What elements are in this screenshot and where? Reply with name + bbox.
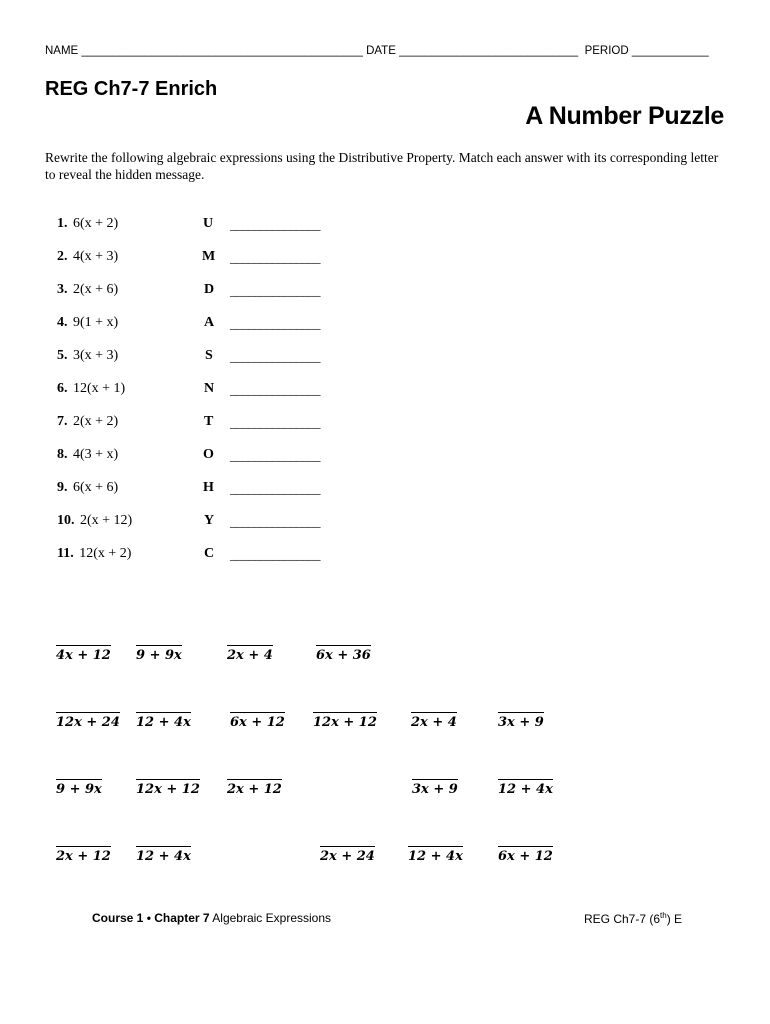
problem-number: 6. bbox=[57, 381, 68, 396]
worksheet-subtitle: REG Ch7-7 Enrich bbox=[45, 78, 218, 100]
footer-chapter-title: Algebraic Expressions bbox=[212, 911, 332, 925]
problem-letter: Y bbox=[204, 513, 215, 528]
problem-letter: C bbox=[204, 546, 215, 561]
puzzle-answer[interactable]: 12x + 24 bbox=[56, 712, 120, 730]
problem-letter: O bbox=[203, 447, 214, 462]
problem-7 bbox=[57, 414, 118, 434]
puzzle-answer[interactable]: 12 + 4x bbox=[408, 846, 463, 864]
problem-number: 8. bbox=[57, 447, 68, 462]
problem-number: 1. bbox=[57, 216, 68, 231]
puzzle-answer[interactable]: 12x + 12 bbox=[313, 712, 377, 730]
puzzle-answer[interactable]: 4x + 12 bbox=[56, 645, 111, 663]
period-label: PERIOD bbox=[584, 45, 629, 57]
footer-course-info bbox=[92, 911, 331, 925]
footer-chapter: Chapter 7 bbox=[154, 911, 210, 925]
problem-2 bbox=[57, 249, 118, 269]
puzzle-answer[interactable]: 6x + 12 bbox=[498, 846, 553, 864]
puzzle-answer[interactable]: 9 + 9x bbox=[136, 645, 182, 663]
problem-3 bbox=[57, 282, 118, 302]
problem-expression: 2(x + 12) bbox=[80, 513, 133, 528]
problem-10 bbox=[57, 513, 132, 533]
problem-number: 10. bbox=[57, 513, 75, 528]
problem-letter: S bbox=[205, 348, 213, 363]
answer-blank[interactable]: _______________ bbox=[230, 547, 320, 562]
problem-8 bbox=[57, 447, 118, 467]
footer-bullet: • bbox=[146, 911, 151, 925]
problem-expression: 3(x + 3) bbox=[73, 348, 119, 363]
answer-blank[interactable]: _______________ bbox=[230, 514, 320, 529]
puzzle-answer[interactable]: 12 + 4x bbox=[136, 712, 191, 730]
name-label: NAME bbox=[45, 45, 79, 57]
problem-expression: 12(x + 2) bbox=[79, 546, 132, 561]
footer-code bbox=[584, 911, 682, 926]
footer-code-end: ) E bbox=[666, 912, 683, 926]
problem-letter: A bbox=[204, 315, 215, 330]
problem-letter: H bbox=[203, 480, 214, 495]
puzzle-answer[interactable]: 3x + 9 bbox=[498, 712, 544, 730]
problem-number: 2. bbox=[57, 249, 68, 264]
answer-blank[interactable]: _______________ bbox=[230, 217, 320, 232]
date-label: DATE bbox=[366, 45, 396, 57]
puzzle-answer[interactable]: 6x + 36 bbox=[316, 645, 371, 663]
footer-code-sup: th bbox=[660, 911, 667, 920]
instructions: Rewrite the following algebraic expressions using the Distributive Property. Match each answer with its corresponding letter to reveal the hidden message. bbox=[45, 150, 719, 182]
problem-expression: 9(1 + x) bbox=[73, 315, 119, 330]
problem-number: 4. bbox=[57, 315, 68, 330]
problem-expression: 6(x + 6) bbox=[73, 480, 119, 495]
problem-expression: 2(x + 2) bbox=[73, 414, 119, 429]
answer-blank[interactable]: _______________ bbox=[230, 382, 320, 397]
answer-blank[interactable]: _______________ bbox=[230, 250, 320, 265]
answer-blank[interactable]: _______________ bbox=[230, 481, 320, 496]
puzzle-answer[interactable]: 2x + 4 bbox=[227, 645, 273, 663]
problem-expression: 2(x + 6) bbox=[73, 282, 119, 297]
problem-number: 5. bbox=[57, 348, 68, 363]
problem-expression: 6(x + 2) bbox=[73, 216, 119, 231]
puzzle-answer[interactable]: 12 + 4x bbox=[136, 846, 191, 864]
student-info-line bbox=[45, 45, 709, 57]
problem-expression: 4(3 + x) bbox=[73, 447, 119, 462]
answer-blank[interactable]: _______________ bbox=[230, 316, 320, 331]
puzzle-answer[interactable]: 2x + 12 bbox=[227, 779, 282, 797]
puzzle-answer[interactable]: 2x + 24 bbox=[320, 846, 375, 864]
answer-blank[interactable]: _______________ bbox=[230, 415, 320, 430]
problem-1 bbox=[57, 216, 118, 236]
problem-number: 7. bbox=[57, 414, 68, 429]
problem-letter: U bbox=[203, 216, 214, 231]
problem-expression: 4(x + 3) bbox=[73, 249, 119, 264]
puzzle-answer[interactable]: 2x + 4 bbox=[411, 712, 457, 730]
footer-code-main: REG Ch7-7 (6 bbox=[584, 912, 661, 926]
worksheet-title: A Number Puzzle bbox=[525, 102, 724, 130]
problem-letter: N bbox=[204, 381, 215, 396]
problem-letter: T bbox=[204, 414, 214, 429]
problem-9 bbox=[57, 480, 118, 500]
period-blank[interactable]: ____________ bbox=[631, 45, 709, 57]
problem-5 bbox=[57, 348, 118, 368]
puzzle-answer[interactable]: 9 + 9x bbox=[56, 779, 102, 797]
answer-blank[interactable]: _______________ bbox=[230, 283, 320, 298]
puzzle-answer[interactable]: 6x + 12 bbox=[230, 712, 285, 730]
puzzle-answer[interactable]: 3x + 9 bbox=[412, 779, 458, 797]
problem-4 bbox=[57, 315, 118, 335]
problem-expression: 12(x + 1) bbox=[73, 381, 126, 396]
answer-blank[interactable]: _______________ bbox=[230, 349, 320, 364]
puzzle-answer[interactable]: 12x + 12 bbox=[136, 779, 200, 797]
problem-letter: M bbox=[202, 249, 216, 264]
problem-letter: D bbox=[204, 282, 215, 297]
problem-11 bbox=[57, 546, 131, 566]
problem-number: 3. bbox=[57, 282, 68, 297]
puzzle-answer[interactable]: 2x + 12 bbox=[56, 846, 111, 864]
problem-number: 11. bbox=[57, 546, 74, 561]
answer-blank[interactable]: _______________ bbox=[230, 448, 320, 463]
date-blank[interactable]: ____________________________ bbox=[399, 45, 579, 57]
puzzle-answer[interactable]: 12 + 4x bbox=[498, 779, 553, 797]
footer-course: Course 1 bbox=[92, 911, 144, 925]
problem-number: 9. bbox=[57, 480, 68, 495]
problem-6 bbox=[57, 381, 125, 401]
name-blank[interactable]: ____________________________________________ bbox=[81, 45, 363, 57]
